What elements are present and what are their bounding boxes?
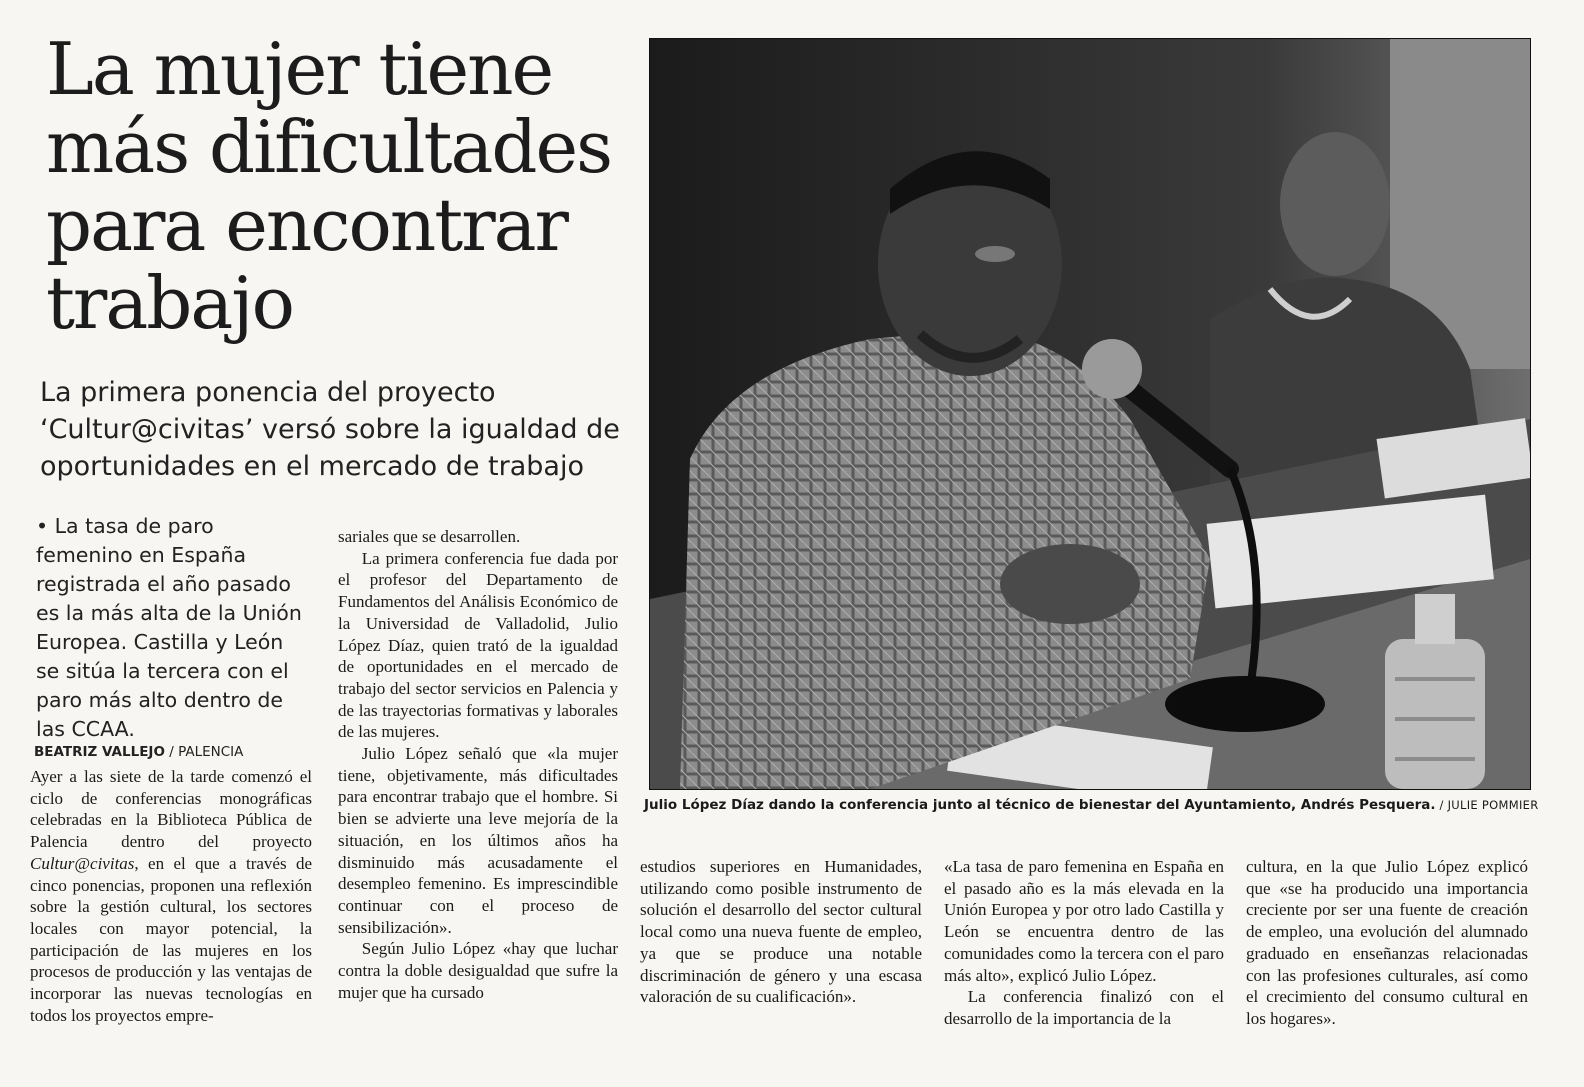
subheadline: La primera ponencia del proyecto ‘Cultur@civitas’ versó sobre la igualdad de oportunidades en el mercado de trabajo — [40, 377, 620, 482]
project-name: Cultur@civitas — [30, 853, 135, 873]
body-column-1 — [30, 766, 312, 1026]
headline: La mujer tiene más dificultades para encontrar trabajo — [46, 27, 612, 345]
body-paragraph: Julio López señaló que «la mujer tiene, objetivamente, más dificultades para encontrar trabajo que el hombre. Si bien se advierte una leve mejoría de la situación, en los últimos años ha disminuido más acusadamente el desempleo femenino. Es imprescindible continuar con el proceso de sensibilización». — [338, 744, 618, 937]
article-photo — [649, 38, 1531, 790]
byline-location: PALENCIA — [178, 744, 244, 760]
byline — [34, 743, 324, 761]
body-column-2 — [338, 526, 618, 1003]
conference-photo-illustration — [650, 39, 1530, 789]
body-column-5 — [1246, 856, 1528, 1030]
body-paragraph — [30, 766, 312, 1026]
body-text: , en el que a través de cinco ponencias, proponen una reflexión sobre la gestión cultural, los sectores locales con mayor potencial, la participación de las mujeres en los procesos de producción y las ventajas de incorporar las nuevas tecnologías en todos los proyectos empre- — [30, 853, 312, 1025]
body-paragraph: cultura, en la que Julio López explicó que «se ha producido una importancia creciente por ser una fuente de creación de empleo, una evolución del alumnado graduado en enseñanzas relacionadas con las profesiones culturales, así como el crecimiento del consumo cultural en los hogares». — [1246, 857, 1528, 1028]
summary: • La tasa de paro femenino en España registrada el año pasado es la más alta de la Unión Europea. Castilla y León se sitúa la tercera con el paro más alto dentro de las CCAA. — [36, 514, 302, 741]
body-paragraph: La primera conferencia fue dada por el profesor del Departamento de Fundamentos del Análisis Económico de la Universidad de Valladolid, Julio López Díaz, quien trató de la igualdad de oportunidades en el mercado de trabajo del sector servicios en Palencia y de las trayectorias formativas y laborales de las mujeres. — [338, 548, 618, 742]
body-column-4 — [944, 856, 1224, 1030]
byline-author: BEATRIZ VALLEJO — [34, 744, 165, 760]
byline-separator: / — [164, 744, 179, 760]
body-paragraph: estudios superiores en Humanidades, utilizando como posible instrumento de solución el desarrollo del sector cultural local como una nueva fuente de empleo, ya que se produce una notable discriminación de género y una escasa valoración de su cualificación». — [640, 857, 922, 1007]
body-paragraph: La conferencia finalizó con el desarrollo de la importancia de la — [944, 987, 1224, 1028]
body-paragraph: «La tasa de paro femenina en España en el pasado año es la más elevada en la Unión Europea y por otro lado Castilla y León se encuentra dentro de las comunidades como la tercera con el paro más alto», explicó Julio López. — [944, 857, 1224, 985]
body-text: Ayer a las siete de la tarde comenzó el ciclo de conferencias monográficas celebradas en la Biblioteca Pública de Palencia dentro del proyecto — [30, 767, 312, 852]
body-paragraph: sariales que se desarrollen. — [338, 527, 521, 546]
body-column-3 — [640, 856, 922, 1008]
photo-caption — [644, 796, 1539, 814]
body-paragraph: Según Julio López «hay que luchar contra la doble desigualdad que sufre la mujer que ha cursado — [338, 939, 618, 1002]
caption-text: Julio López Díaz dando la conferencia junto al técnico de bienestar del Ayuntamiento, Andrés Pesquera. — [644, 797, 1436, 813]
photo-credit: / JULIE POMMIER — [1435, 798, 1539, 812]
